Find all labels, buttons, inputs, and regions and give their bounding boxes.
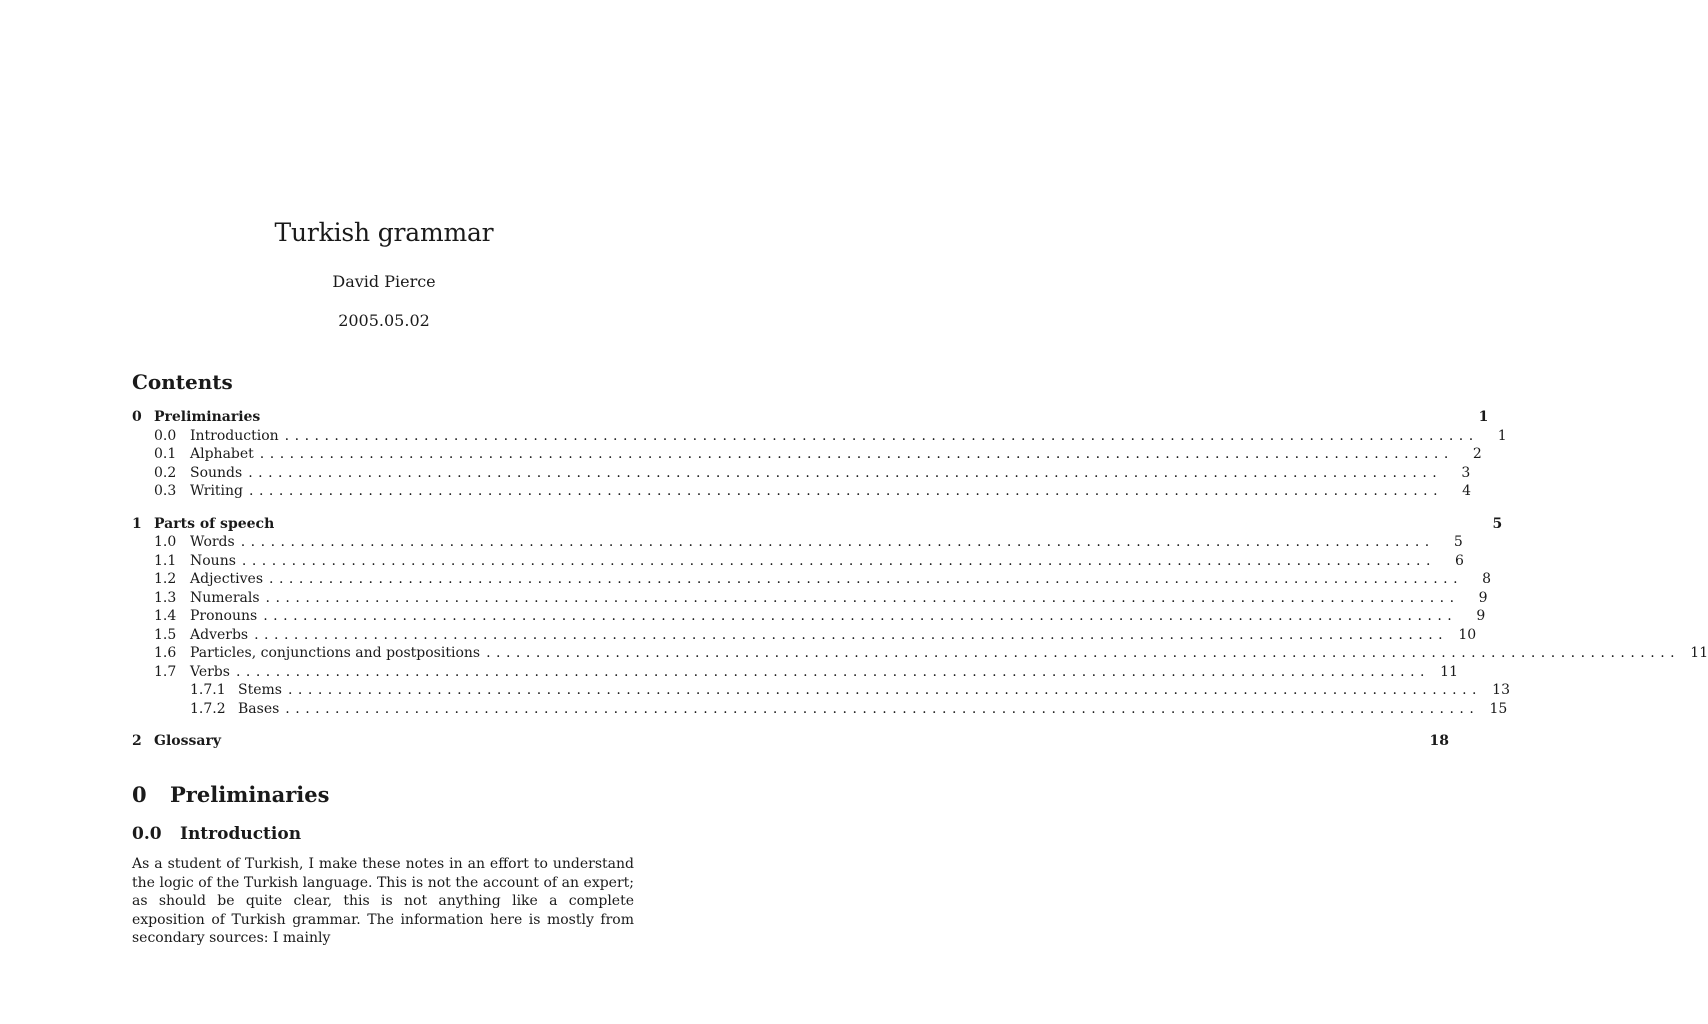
toc-entry[interactable] [132, 644, 1708, 663]
toc-leader-dots: ........................................................................................................................ [265, 589, 1460, 606]
toc-leader-dots: ........................................................................................................................ [263, 608, 1458, 624]
toc-entry[interactable] [132, 515, 1503, 534]
section-heading [132, 782, 329, 807]
document-date: 2005.05.02 [338, 311, 430, 330]
toc-entry-page: 2 [1472, 446, 1482, 462]
toc-leader-dots: ........................................................................................................................ [269, 571, 1464, 587]
subsection-title: Introduction [180, 824, 302, 844]
toc-entry-page: 18 [1429, 733, 1449, 749]
toc-entry-page: 15 [1489, 700, 1508, 717]
toc-entry-title: Adverbs [190, 626, 249, 643]
toc-entry[interactable] [132, 732, 1449, 751]
table-of-contents [132, 408, 1708, 751]
toc-entry-title: Alphabet [190, 446, 254, 462]
toc-leader-dots: ........................................................................................................................ [248, 464, 1443, 481]
body-paragraph: As a student of Turkish, I make these notes in an effort to understand the logic of the Turkish language. This is not the account of an expert; as should be quite clear, this is not anything like a complete exposition of Turkish grammar. The information here is mostly from secondary sources: I mainly [132, 856, 634, 946]
toc-entry-title: Numerals [190, 589, 260, 606]
toc-entry-number: 0.2 [154, 464, 177, 481]
toc-entry-title: Adjectives [190, 571, 264, 587]
toc-entry-number: 1.5 [154, 626, 177, 643]
toc-entry-title: Bases [238, 700, 280, 717]
toc-entry-title: Verbs [190, 663, 230, 680]
toc-entry-title: Parts of speech [154, 515, 275, 532]
toc-entry[interactable] [132, 445, 1482, 464]
toc-entry[interactable] [132, 626, 1477, 645]
toc-entry-page: 9 [1478, 589, 1488, 606]
toc-entry-number: 1.3 [154, 589, 177, 606]
toc-entry[interactable] [132, 663, 1458, 682]
toc-entry-number: 0.1 [154, 446, 177, 462]
toc-entry-number: 0.3 [154, 483, 177, 499]
toc-entry-page: 9 [1476, 608, 1486, 624]
toc-entry-page: 11 [1690, 645, 1708, 661]
section-number: 0 [132, 782, 147, 807]
toc-entry-number: 2 [132, 733, 142, 749]
toc-entry-page: 13 [1492, 682, 1510, 698]
toc-leader-dots: ........................................................................................................................ [259, 446, 1454, 462]
document-author: David Pierce [332, 272, 436, 291]
toc-entry[interactable] [132, 533, 1463, 552]
toc-entry-title: Glossary [154, 733, 221, 749]
toc-entry[interactable] [132, 427, 1507, 446]
toc-entry-title: Nouns [190, 552, 236, 569]
toc-entry-number: 1.6 [154, 645, 177, 661]
contents-heading: Contents [132, 370, 233, 394]
toc-entry-page: 11 [1440, 663, 1458, 680]
toc-entry-number: 1.4 [154, 608, 177, 624]
toc-entry-page: 10 [1458, 626, 1477, 643]
toc-entry-number: 1.7.2 [190, 700, 226, 717]
toc-entry-title: Writing [190, 483, 244, 499]
toc-leader-dots: ........................................................................................................................ [287, 682, 1482, 698]
toc-leader-dots: ........................................................................................................................ [241, 552, 1436, 569]
toc-entry-number: 1.0 [154, 534, 177, 550]
toc-entry-number: 1 [132, 515, 142, 532]
toc-entry-page: 4 [1462, 483, 1472, 499]
toc-entry-page: 5 [1453, 534, 1463, 550]
toc-leader-dots: ........................................................................................................................ [486, 645, 1681, 661]
toc-entry-title: Particles, conjunctions and postpositions [190, 645, 481, 661]
toc-entry-number: 1.7 [154, 663, 177, 680]
toc-leader-dots: ........................................................................................................................ [235, 663, 1430, 680]
subsection-number: 0.0 [132, 824, 162, 844]
toc-leader-dots: ........................................................................................................................ [240, 534, 1435, 550]
toc-entry[interactable] [132, 482, 1472, 501]
toc-entry-page: 8 [1482, 571, 1492, 587]
toc-entry-title: Preliminaries [154, 409, 261, 425]
toc-entry[interactable] [132, 570, 1492, 589]
toc-entry-title: Pronouns [190, 608, 258, 624]
toc-entry-number: 1.2 [154, 571, 177, 587]
toc-entry[interactable] [132, 589, 1488, 608]
toc-leader-dots: ........................................................................................................................ [254, 626, 1449, 643]
toc-entry[interactable] [132, 607, 1486, 626]
document-title: Turkish grammar [274, 218, 494, 247]
toc-entry-page: 3 [1461, 464, 1471, 481]
toc-entry-title: Words [190, 534, 235, 550]
toc-entry-page: 1 [1478, 409, 1489, 425]
toc-entry-title: Introduction [190, 427, 279, 444]
subsection-heading [132, 824, 301, 844]
toc-entry-page: 6 [1455, 552, 1464, 569]
toc-entry-number: 1.1 [154, 552, 177, 569]
toc-entry-title: Stems [238, 682, 282, 698]
toc-entry[interactable] [132, 681, 1510, 700]
toc-entry-page: 5 [1492, 515, 1503, 532]
toc-entry[interactable] [132, 408, 1489, 427]
toc-entry[interactable] [132, 464, 1471, 483]
toc-entry[interactable] [132, 700, 1508, 719]
section-title: Preliminaries [170, 782, 330, 807]
toc-entry-number: 0 [132, 409, 142, 425]
toc-entry-page: 1 [1497, 427, 1507, 444]
toc-leader-dots: ........................................................................................................................ [284, 427, 1479, 444]
toc-entry-number: 0.0 [154, 427, 177, 444]
toc-entry-number: 1.7.1 [190, 682, 226, 698]
toc-leader-dots: ........................................................................................................................ [249, 483, 1444, 499]
toc-leader-dots: ........................................................................................................................ [285, 700, 1480, 717]
toc-entry[interactable] [132, 552, 1464, 571]
toc-entry-title: Sounds [190, 464, 243, 481]
